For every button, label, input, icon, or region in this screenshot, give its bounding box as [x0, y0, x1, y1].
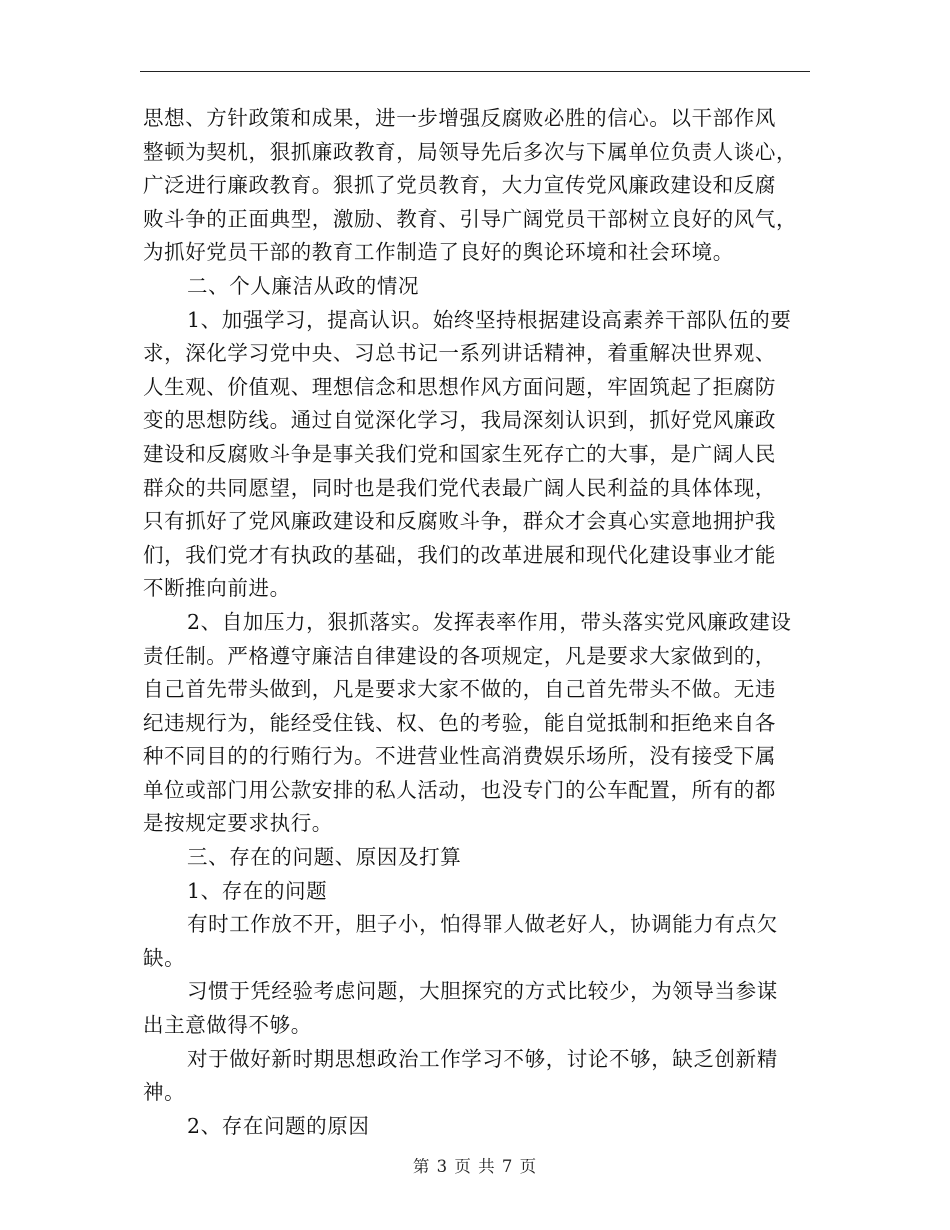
- text-line: 有时工作放不开，胆子小，怕得罪人做老好人，协调能力有点欠: [187, 912, 778, 937]
- section-heading: 三、存在的问题、原因及打算: [187, 845, 462, 870]
- header-rule: [140, 71, 810, 72]
- section-heading: 二、个人廉洁从政的情况: [187, 273, 420, 298]
- text-line: 思想、方针政策和成果，进一步增强反腐败必胜的信心。以干部作风: [143, 106, 776, 130]
- text-line: 不断推向前进。: [143, 576, 291, 601]
- total-pages-number: 7: [501, 1157, 514, 1176]
- text-line: 广泛进行廉政教育。狠抓了党员教育，大力宣传党风廉政建设和反腐: [143, 173, 776, 198]
- footer-middle: 页 共: [454, 1157, 496, 1176]
- text-line: 种不同目的的行贿行为。不进营业性高消费娱乐场所，没有接受下属: [143, 744, 776, 769]
- subsection-heading: 1、存在的问题: [187, 878, 328, 903]
- text-line: 缺。: [143, 945, 186, 970]
- text-line: 对于做好新时期思想政治工作学习不够，讨论不够，缺乏创新精: [187, 1046, 778, 1071]
- text-line: 2、自加压力，狠抓落实。发挥表率作用，带头落实党风廉政建设: [187, 609, 792, 634]
- text-line: 1、加强学习，提高认识。始终坚持根据建设高素养干部队伍的要: [187, 307, 792, 332]
- text-line: 败斗争的正面典型，激励、教育、引导广阔党员干部树立良好的风气，: [143, 206, 798, 231]
- text-line: 自己首先带头做到，凡是要求大家不做的，自己首先带头不做。无违: [143, 677, 776, 702]
- text-line: 们，我们党才有执政的基础，我们的改革进展和现代化建设事业才能: [143, 542, 776, 567]
- footer-prefix: 第: [412, 1157, 431, 1176]
- text-line: 人生观、价值观、理想信念和思想作风方面问题，牢固筑起了拒腐防: [143, 374, 776, 399]
- text-line: 单位或部门用公款安排的私人活动，也没专门的公车配置，所有的都: [143, 777, 776, 802]
- footer-suffix: 页: [519, 1157, 538, 1176]
- text-line: 是按规定要求执行。: [143, 811, 333, 836]
- text-line: 整顿为契机，狠抓廉政教育，局领导先后多次与下属单位负责人谈心，: [143, 139, 798, 164]
- text-line: 只有抓好了党风廉政建设和反腐败斗争，群众才会真心实意地拥护我: [143, 509, 776, 534]
- text-line: 责任制。严格遵守廉洁自律建设的各项规定，凡是要求大家做到的，: [143, 643, 776, 668]
- text-line: 纪违规行为，能经受住钱、权、色的考验，能自觉抵制和拒绝来自各: [143, 710, 776, 735]
- current-page-number: 3: [436, 1157, 449, 1176]
- document-body: [143, 102, 811, 1143]
- page-footer: [0, 1153, 950, 1177]
- text-line: 出主意做得不够。: [143, 1013, 312, 1038]
- text-line: 变的思想防线。通过自觉深化学习，我局深刻认识到，抓好党风廉政: [143, 408, 776, 433]
- text-line: 习惯于凭经验考虑问题，大胆探究的方式比较少，为领导当参谋: [187, 979, 778, 1004]
- text-line: 求，深化学习党中央、习总书记一系列讲话精神，着重解决世界观、: [143, 341, 776, 366]
- text-line: 建设和反腐败斗争是事关我们党和国家生死存亡的大事，是广阔人民: [143, 441, 776, 466]
- text-line: 为抓好党员干部的教育工作制造了良好的舆论环境和社会环境。: [143, 240, 734, 265]
- subsection-heading: 2、存在问题的原因: [187, 1113, 370, 1138]
- text-line: 神。: [143, 1080, 186, 1105]
- text-line: 群众的共同愿望，同时也是我们党代表最广阔人民利益的具体体现，: [143, 475, 776, 500]
